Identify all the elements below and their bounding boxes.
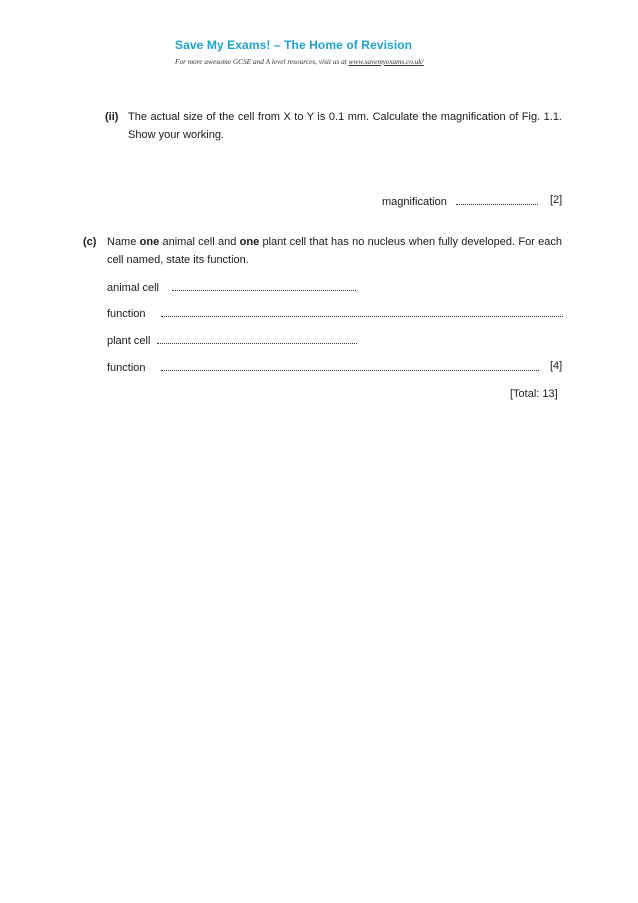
magnification-label: magnification	[382, 196, 447, 208]
total-marks: [Total: 13]	[510, 388, 558, 400]
question-ii-label: (ii)	[105, 111, 119, 123]
function-label-1: function	[107, 308, 146, 320]
question-c-marks: [4]	[550, 360, 563, 372]
question-c-text-2: animal cell and	[159, 236, 240, 248]
question-ii-text: The actual size of the cell from X to Y is 0.1 mm. Calculate the magnification of Fig. 1.1. Show your working.	[128, 111, 562, 141]
page-header	[175, 38, 424, 66]
function-label-2: function	[107, 362, 146, 374]
plant-cell-label: plant cell	[107, 335, 151, 347]
magnification-answer-line[interactable]	[456, 194, 538, 205]
magnification-row	[382, 194, 538, 208]
question-c-text-3: plant cell that has no nucleus when fully developed. For each cell named, state its function.	[107, 236, 562, 266]
question-c-text-1: Name	[107, 236, 140, 248]
function-row-1	[107, 306, 563, 320]
header-link[interactable]: www.savemyexams.co.uk/	[348, 57, 424, 66]
plant-cell-row	[107, 333, 357, 347]
question-c-bold-2: one	[239, 236, 260, 248]
animal-cell-row	[107, 280, 356, 294]
plant-cell-answer-line[interactable]	[157, 333, 357, 344]
animal-cell-label: animal cell	[107, 282, 159, 294]
question-ii-marks: [2]	[550, 194, 563, 206]
question-c-bold-1: one	[139, 236, 160, 248]
function-row-2	[107, 360, 539, 374]
question-c-text	[107, 233, 562, 269]
function-answer-line-2[interactable]	[161, 360, 539, 371]
header-subtitle	[175, 57, 424, 66]
function-answer-line-1[interactable]	[161, 306, 563, 317]
header-title: Save My Exams! – The Home of Revision	[175, 38, 413, 52]
header-subtitle-text: For more awesome GCSE and A level resources, visit us at	[175, 57, 347, 66]
question-c-label: (c)	[83, 236, 97, 248]
animal-cell-answer-line[interactable]	[172, 280, 356, 291]
